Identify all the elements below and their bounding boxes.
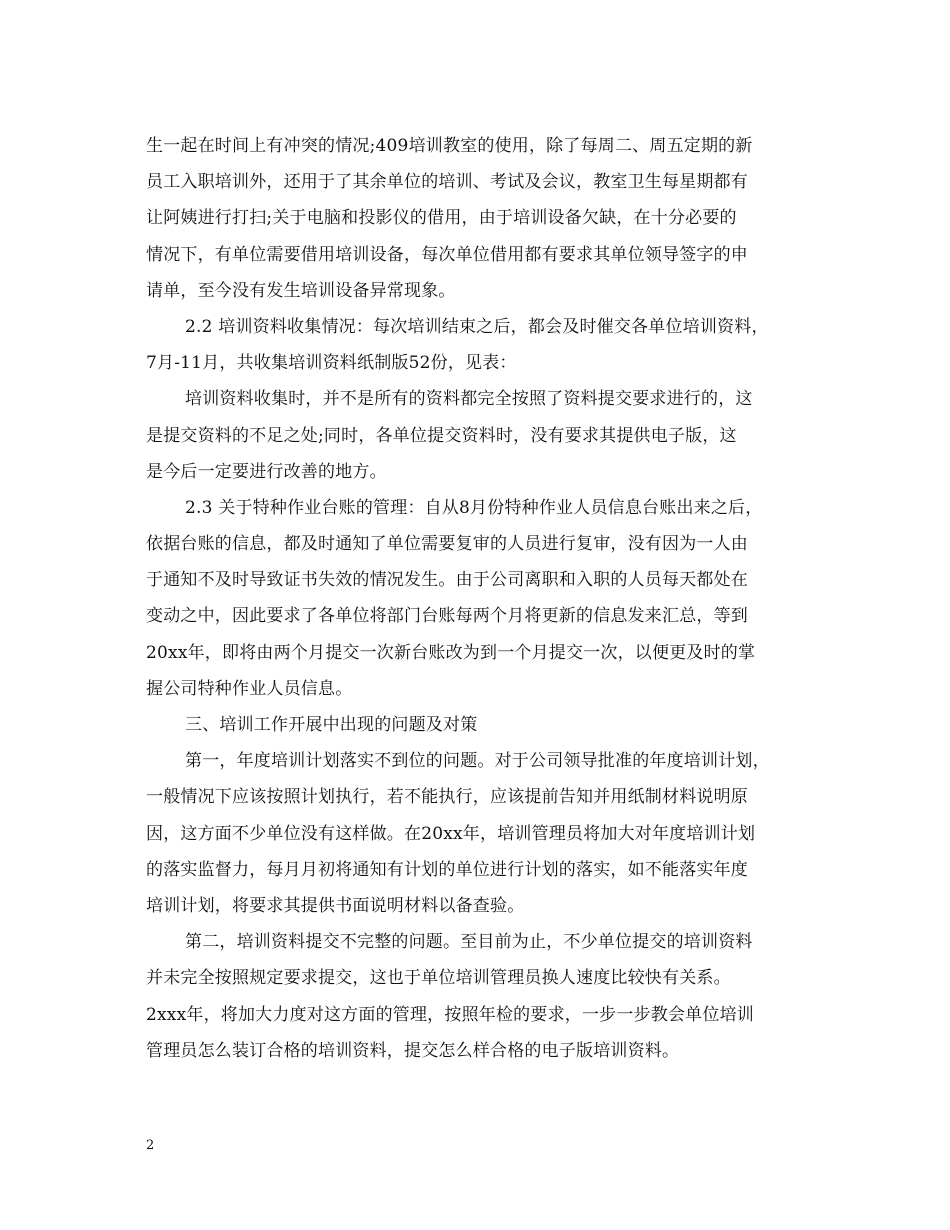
text-line: 培训计划，将要求其提供书面说明材料以备查验。	[146, 895, 525, 916]
text-line: 依据台账的信息，都及时通知了单位需要复审的人员进行复审，没有因为一人由	[146, 534, 748, 555]
text-line: 生一起在时间上有冲突的情况;409培训教室的使用，除了每周二、周五定期的新	[146, 136, 753, 156]
text-line: 管理员怎么装订合格的培训资料，提交怎么样合格的电子版培训资料。	[146, 1040, 680, 1061]
text-line: 于通知不及时导致证书失效的情况发生。由于公司离职和入职的人员每天都处在	[146, 570, 748, 591]
text-line: 2xxx年，将加大力度对这方面的管理，按照年检的要求，一步一步教会单位培训	[146, 1004, 754, 1025]
text-line: 一般情况下应该按照计划执行，若不能执行，应该提前告知并用纸制材料说明原	[146, 787, 748, 808]
text-line: 是今后一定要进行改善的地方。	[146, 461, 387, 482]
text-line: 因，这方面不少单位没有这样做。在20xx年，培训管理员将加大对年度培训计划	[146, 823, 756, 844]
text-line: 是提交资料的不足之处;同时，各单位提交资料时，没有要求其提供电子版，这	[146, 425, 737, 446]
text-line: 培训资料收集时，并不是所有的资料都完全按照了资料提交要求进行的，这	[185, 389, 753, 410]
text-line: 请单，至今没有发生培训设备异常现象。	[146, 280, 456, 301]
text-line: 情况下，有单位需要借用培训设备，每次单位借用都有要求其单位领导签字的申	[146, 244, 748, 265]
text-line: 三、培训工作开展中出现的问题及对策	[185, 715, 478, 735]
text-line: 2.2 培训资料收集情况：每次培训结束之后，都会及时催交各单位培训资料，	[185, 316, 769, 337]
text-line: 20xx年，即将由两个月提交一次新台账改为到一个月提交一次，以便更及时的掌	[146, 642, 756, 663]
text-line: 第二，培训资料提交不完整的问题。至目前为止，不少单位提交的培训资料	[185, 932, 753, 953]
text-line: 握公司特种作业人员信息。	[146, 678, 353, 699]
text-line: 变动之中，因此要求了各单位将部门台账每两个月将更新的信息发来汇总，等到	[146, 606, 748, 627]
document-body	[146, 128, 806, 1069]
text-line: 2.3 关于特种作业台账的管理：自从8月份特种作业人员信息台账出来之后，	[185, 497, 763, 518]
text-line: 让阿姨进行打扫;关于电脑和投影仪的借用，由于培训设备欠缺，在十分必要的	[146, 208, 737, 229]
text-line: 并未完全按照规定要求提交，这也于单位培训管理员换人速度比较快有关系。	[146, 968, 731, 989]
text-line: 第一，年度培训计划落实不到位的问题。对于公司领导批准的年度培训计划，	[185, 751, 770, 772]
page-number: 2	[146, 1138, 155, 1153]
text-line: 7月-11月，共收集培训资料纸制版52份，见表：	[146, 353, 517, 374]
text-line: 员工入职培训外，还用于了其余单位的培训、考试及会议，教室卫生每星期都有	[146, 172, 748, 193]
text-line: 的落实监督力，每月月初将通知有计划的单位进行计划的落实，如不能落实年度	[146, 859, 748, 880]
